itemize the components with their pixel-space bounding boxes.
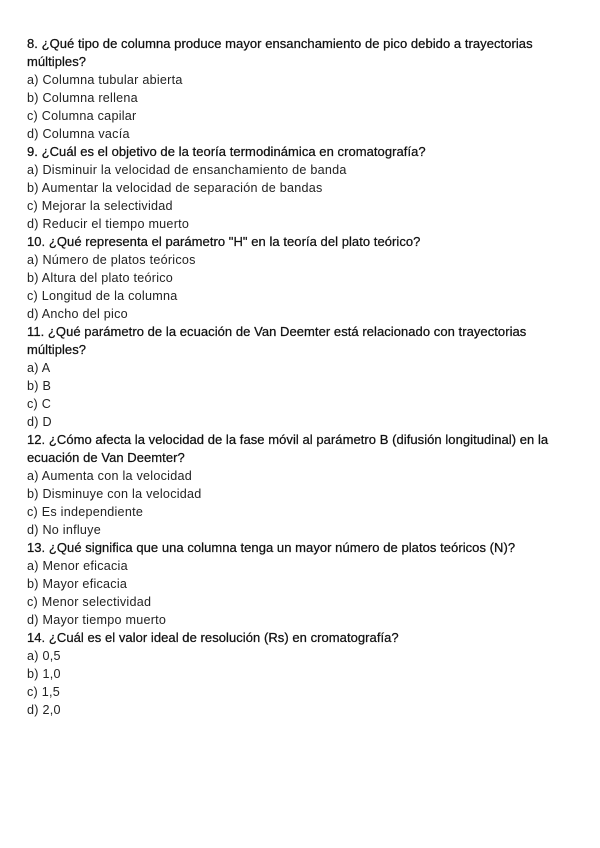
option-a: a) Número de platos teóricos [27,253,196,267]
question-text: 13. ¿Qué significa que una columna tenga un mayor número de platos teóricos (N)? [27,540,516,555]
options-list [27,647,572,719]
option-c: c) 1,5 [27,685,60,699]
option-b: b) Mayor eficacia [27,577,128,591]
option-c: c) Longitud de la columna [27,289,178,303]
question-text: 10. ¿Qué representa el parámetro "H" en la teoría del plato teórico? [27,234,421,249]
question-10 [27,233,572,323]
option-a: a) Aumenta con la velocidad [27,469,192,483]
option-c: c) Mejorar la selectividad [27,199,173,213]
option-d: d) Columna vacía [27,127,130,141]
question-text: 9. ¿Cuál es el objetivo de la teoría termodinámica en cromatografía? [27,144,426,159]
question-text: 8. ¿Qué tipo de columna produce mayor ensanchamiento de pico debido a trayectorias múltiples? [27,36,533,69]
options-list [27,71,572,143]
option-d: d) 2,0 [27,703,61,717]
options-list [27,161,572,233]
option-a: a) Columna tubular abierta [27,73,183,87]
option-d: d) No influye [27,523,101,537]
options-list [27,251,572,323]
question-text: 14. ¿Cuál es el valor ideal de resolución (Rs) en cromatografía? [27,630,399,645]
options-list [27,557,572,629]
option-d: d) Reducir el tiempo muerto [27,217,190,231]
option-d: d) Mayor tiempo muerto [27,613,167,627]
option-b: b) Aumentar la velocidad de separación de bandas [27,181,323,195]
option-c: c) Menor selectividad [27,595,152,609]
option-a: a) 0,5 [27,649,61,663]
option-a: a) A [27,361,51,375]
question-13 [27,539,572,629]
question-11 [27,323,572,431]
option-b: b) Altura del plato teórico [27,271,174,285]
option-d: d) D [27,415,52,429]
question-text: 12. ¿Cómo afecta la velocidad de la fase móvil al parámetro B (difusión longitudinal) en la ecuación de Van Deemter? [27,432,549,465]
option-b: b) B [27,379,52,393]
options-list [27,467,572,539]
question-14 [27,629,572,719]
option-b: b) Disminuye con la velocidad [27,487,202,501]
option-b: b) Columna rellena [27,91,138,105]
option-d: d) Ancho del pico [27,307,128,321]
option-c: c) C [27,397,52,411]
question-8 [27,35,572,143]
document-page [27,35,572,719]
option-b: b) 1,0 [27,667,61,681]
question-text: 11. ¿Qué parámetro de la ecuación de Van Deemter está relacionado con trayectorias múltiples? [27,324,527,357]
question-12 [27,431,572,539]
option-c: c) Columna capilar [27,109,137,123]
question-9 [27,143,572,233]
options-list [27,359,572,431]
option-a: a) Disminuir la velocidad de ensanchamiento de banda [27,163,347,177]
option-a: a) Menor eficacia [27,559,128,573]
option-c: c) Es independiente [27,505,144,519]
